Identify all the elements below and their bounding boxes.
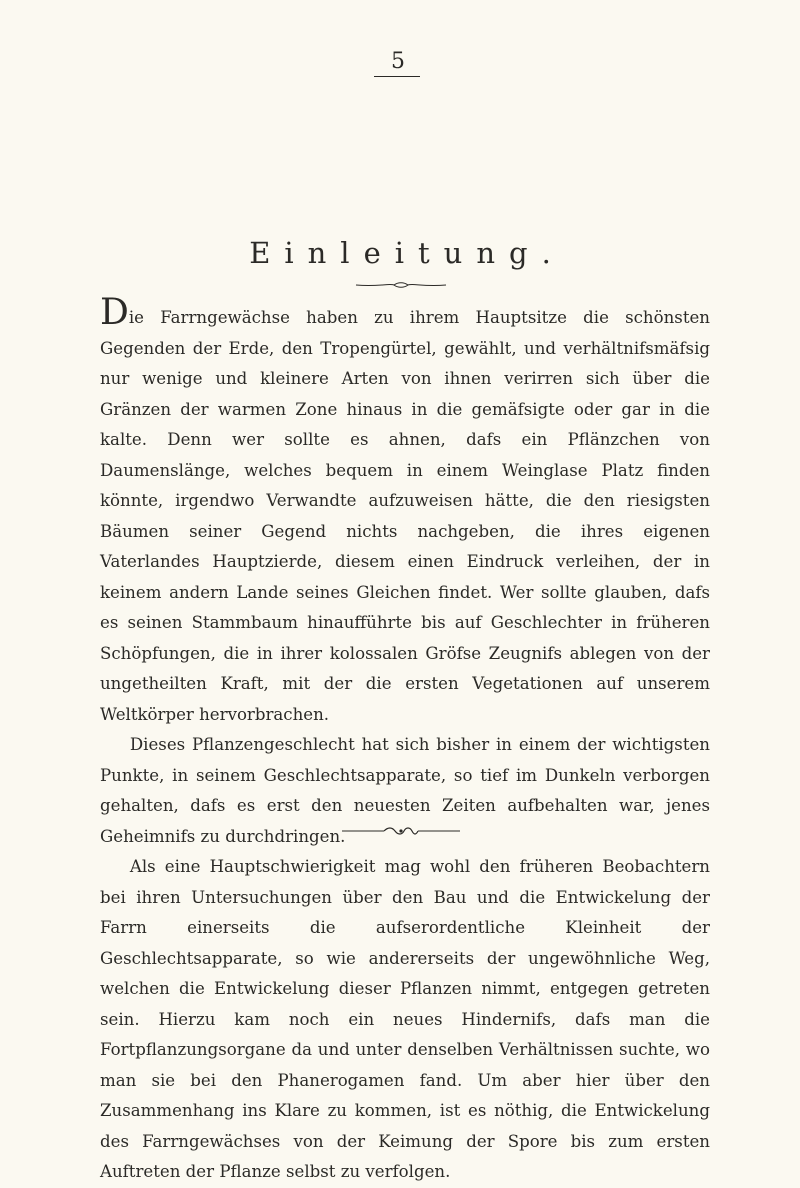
body-text bbox=[100, 292, 710, 1188]
page-number-underline bbox=[374, 76, 420, 77]
paragraph-3: Als eine Hauptschwierigkeit mag wohl den früheren Beobachtern bei ihren Untersuchungen über den Bau und die Entwickelung der Farrn einerseits die aufserordentliche Kleinheit der Geschlechtsapparate, so wie andererseits der ungewöhnliche Weg, welchen die Entwickelung dieser Pflanzen nimmt, entgegen getreten sein. Hierzu kam noch ein neues Hindernifs, dafs man die Fortpflanzungsorgane da und unter denselben Verhältnissen suchte, wo man sie bei den Phanerogamen fand. Um aber hier über den Zusammenhang ins Klare zu kommen, ist es nöthig, die Entwickelung des Farrngewächses von der Keimung der Spore bis zum ersten Auftreten der Pflanze selbst zu verfolgen. bbox=[100, 857, 710, 1181]
ornament-bottom-icon bbox=[340, 827, 462, 835]
chapter-title: Einleitung. bbox=[249, 236, 565, 270]
paragraph-2: Dieses Pflanzengeschlecht hat sich bisher in einem der wichtigsten Punkte, in seinem Geschlechtsapparate, so tief im Dunkeln verborgen gehalten, dafs es erst den neuesten Zeiten aufbehalten war, jenes Geheimnifs zu durchdringen. bbox=[100, 735, 710, 846]
paragraph-1-text: ie Farrngewächse haben zu ihrem Hauptsitze die schönsten Gegenden der Erde, den Tropengürtel, gewählt, und verhältnifsmäfsig nur wenige und kleinere Arten von ihnen verirren sich über die Gränzen der warmen Zone hinaus in die gemäfsigte oder gar in die kalte. Denn wer sollte es ahnen, dafs ein Pflänzchen von Daumenslänge, welches bequem in einem Weinglase Platz finden könnte, irgendwo Verwandte aufzuweisen hätte, die den riesigsten Bäumen seiner Gegend nichts nachgeben, die ihres eigenen Vaterlandes Hauptzierde, diesem einen Eindruck verleihen, der in keinem andern Lande seines Gleichen findet. Wer sollte glauben, dafs es seinen Stammbaum hinaufführte bis auf Geschlechter in früheren Schöpfungen, die in ihrer kolossalen Gröfse Zeugnifs ablegen von der ungetheilten Kraft, mit der die ersten Vegetationen auf unserem Weltkörper hervorbrachen. bbox=[100, 308, 710, 724]
drop-cap: D bbox=[100, 292, 129, 333]
page-number: 5 bbox=[391, 49, 405, 74]
paragraph-1 bbox=[100, 292, 710, 730]
ornament-top-icon bbox=[354, 281, 448, 289]
